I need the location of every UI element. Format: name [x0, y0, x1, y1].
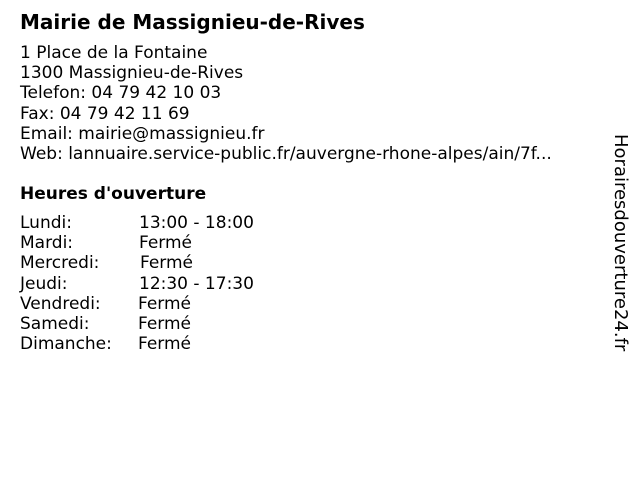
page-title: Mairie de Massignieu-de-Rives — [20, 10, 365, 34]
hours-row-monday — [20, 213, 320, 233]
email-address[interactable]: Email: mairie@massignieu.fr — [20, 123, 265, 144]
hours-value: Fermé — [138, 313, 192, 334]
day-label: Lundi: — [20, 213, 72, 233]
hours-value: Fermé — [138, 293, 192, 314]
hours-value: 12:30 - 17:30 — [139, 273, 254, 294]
hours-value: Fermé — [140, 253, 194, 274]
day-label: Jeudi: — [20, 273, 68, 294]
day-label: Dimanche: — [20, 334, 112, 355]
address-line-2: 1300 Massignieu-de-Rives — [20, 63, 244, 84]
fax-number: Fax: 04 79 42 11 69 — [20, 103, 190, 124]
day-label: Mercredi: — [20, 253, 100, 274]
hours-value: Fermé — [139, 233, 193, 254]
contact-block — [20, 43, 552, 164]
hours-heading: Heures d'ouverture — [20, 184, 207, 204]
hours-value: Fermé — [138, 334, 192, 355]
website-link[interactable]: Web: lannuaire.service-public.fr/auvergne-rhone-alpes/ain/7f... — [20, 144, 552, 165]
hours-row-sunday — [20, 334, 320, 354]
hours-row-friday — [20, 294, 320, 314]
day-label: Samedi: — [20, 313, 90, 334]
hours-value: 13:00 - 18:00 — [139, 213, 254, 233]
site-watermark: Horairesdouverture24.fr — [610, 134, 631, 352]
hours-row-saturday — [20, 314, 320, 334]
day-label: Vendredi: — [20, 293, 101, 314]
phone-number[interactable]: Telefon: 04 79 42 10 03 — [20, 83, 222, 104]
address-line-1: 1 Place de la Fontaine — [20, 43, 208, 63]
hours-row-tuesday — [20, 233, 320, 253]
opening-hours-list — [20, 213, 320, 354]
hours-row-wednesday — [20, 253, 320, 273]
day-label: Mardi: — [20, 233, 74, 254]
hours-row-thursday — [20, 274, 320, 294]
